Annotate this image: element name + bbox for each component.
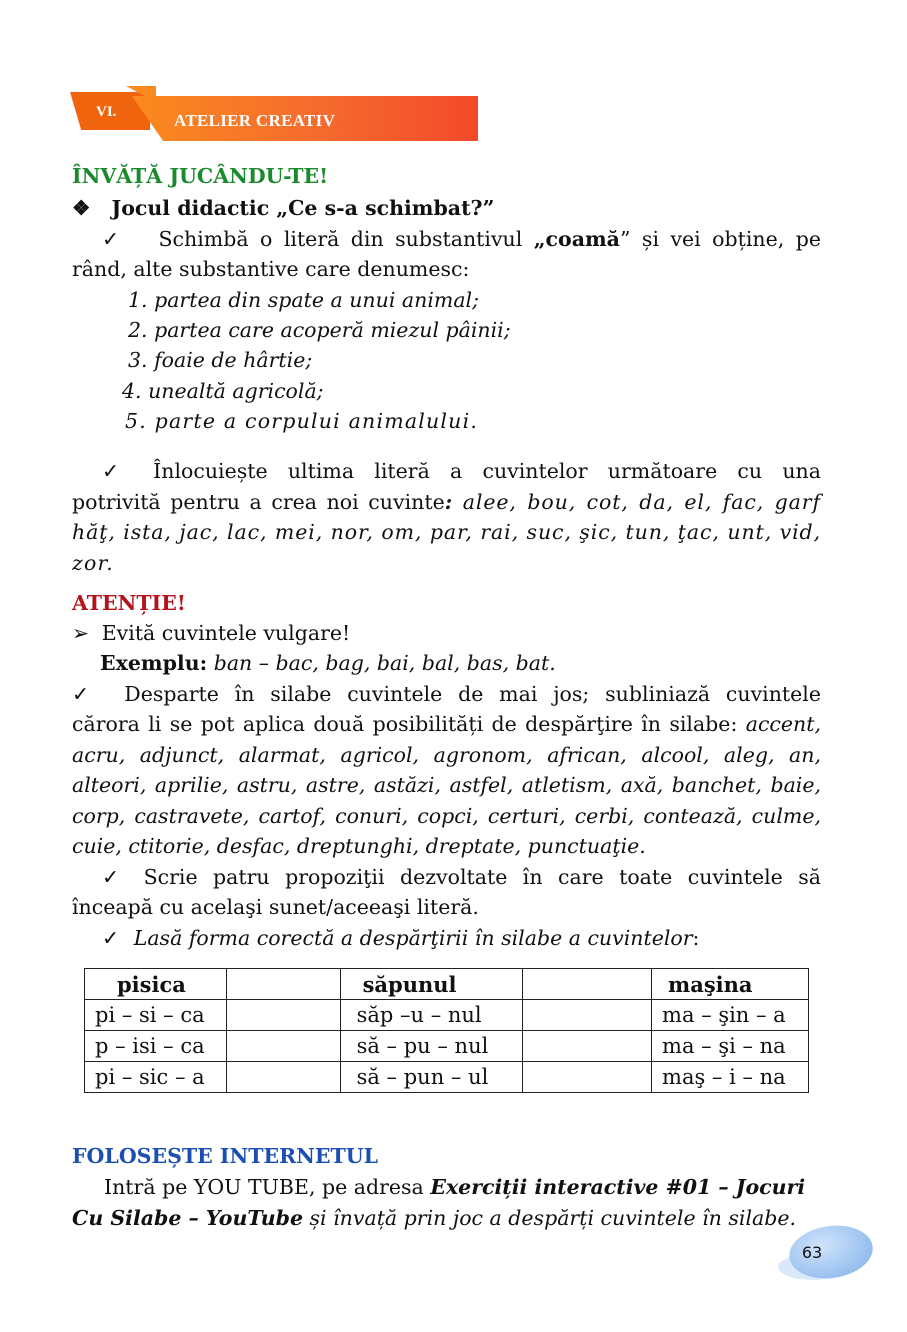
exercise3-word-accent: accent, xyxy=(745,712,821,736)
exercise3-text-pre: cărora li se pot aplica două posibilități de despărţire în silabe: xyxy=(72,712,746,736)
exercise1-line2: rând, alte substantive care denumesc: xyxy=(72,257,470,281)
arrow-bullet-icon: ➢ xyxy=(72,621,90,645)
exercise4-line2: înceapă cu acelaşi sunet/aceeaşi literă. xyxy=(72,895,479,919)
exercise3-line1 xyxy=(72,681,821,707)
table-cell: pi – sic – a xyxy=(85,1062,227,1093)
exercise3-words-4: cuie, ctitorie, desfac, dreptunghi, dreptate, punctuaţie. xyxy=(72,834,646,858)
list-item-2: 2. partea care acoperă miezul pâinii; xyxy=(128,318,511,342)
exercise1-keyword: „coamă xyxy=(533,227,620,251)
exercise1-text-post: ” și vei obține, pe xyxy=(619,227,821,251)
internet-link-part1[interactable]: Exerciții interactive #01 – Jocuri xyxy=(430,1175,806,1199)
table-cell xyxy=(523,1031,652,1062)
section-number: VI. xyxy=(96,104,117,120)
exercise3-line2 xyxy=(72,711,821,737)
table-header-cell: pisica xyxy=(85,969,227,1000)
table-cell xyxy=(226,1000,340,1031)
example-label: Exemplu: xyxy=(100,651,208,675)
exercise5-colon: : xyxy=(692,926,700,950)
checkmark-icon: ✓ xyxy=(102,865,129,889)
table-row xyxy=(85,1031,809,1062)
table-header-row xyxy=(85,969,809,1000)
table-cell: ma – şin – a xyxy=(652,1000,809,1031)
table-header-cell: săpunul xyxy=(340,969,523,1000)
section-title: ATELIER CREATIV xyxy=(174,111,336,130)
syllable-table xyxy=(84,968,809,1093)
exercise2-colon: : xyxy=(444,490,453,514)
internet-line1 xyxy=(104,1174,853,1200)
exercise4-line1 xyxy=(72,864,821,890)
list-item-5: 5. parte a corpului animalului. xyxy=(125,409,479,433)
internet-text-pre: Intră pe YOU TUBE, pe adresa xyxy=(104,1175,431,1199)
page-number: 63 xyxy=(801,1243,823,1262)
game-title-line xyxy=(72,195,821,221)
example-text: ban – bac, bag, bai, bal, bas, bat. xyxy=(207,651,556,675)
exercise2-line3: hăţ, ista, jac, lac, mei, nor, om, par, rai, suc, şic, tun, ţac, unt, vid, xyxy=(72,520,821,544)
table-cell: p – isi – ca xyxy=(85,1031,227,1062)
warning-line xyxy=(72,620,821,646)
exercise3-words-2: alteori, aprilie, astru, astre, astăzi, astfel, atletism, axă, banchet, baie, xyxy=(72,773,821,797)
section-banner xyxy=(70,86,478,142)
internet-link-part2[interactable]: Cu Silabe – YouTube xyxy=(72,1206,304,1230)
exercise2-line2 xyxy=(72,489,821,515)
table-cell: ma – şi – na xyxy=(652,1031,809,1062)
list-item-3: 3. foaie de hârtie; xyxy=(128,348,313,372)
exercise5-text: Lasă forma corectă a despărţirii în silabe a cuvintelor xyxy=(133,926,693,950)
table-cell xyxy=(226,1031,340,1062)
list-item-4: 4. unealtă agricolă; xyxy=(122,379,324,403)
table-cell: săp –u – nul xyxy=(340,1000,523,1031)
list-item-1: 1. partea din spate a unui animal; xyxy=(128,288,480,312)
exercise2-text: Înlocuiește ultima literă a cuvintelor următoare cu una xyxy=(153,459,821,483)
exercise3-text: Desparte în silabe cuvintele de mai jos; subliniază cuvintele xyxy=(124,682,821,706)
diamond-bullet-icon: ❖ xyxy=(72,196,91,220)
table-cell: maş – i – na xyxy=(652,1062,809,1093)
table-row xyxy=(85,1062,809,1093)
heading-invata: ÎNVĂȚĂ JUCÂNDU-TE! xyxy=(72,164,329,188)
table-row xyxy=(85,1000,809,1031)
checkmark-icon: ✓ xyxy=(102,926,120,950)
exercise3-words-3: corp, castravete, cartof, conuri, copci, certuri, cerbi, contează, culme, xyxy=(72,804,821,828)
table-cell xyxy=(523,1000,652,1031)
warning-text: Evită cuvintele vulgare! xyxy=(101,621,351,645)
exercise2-words: alee, bou, cot, da, el, fac, garf xyxy=(452,490,821,514)
internet-line2 xyxy=(72,1205,821,1231)
heading-atentie: ATENȚIE! xyxy=(72,591,186,615)
exercise1-line1 xyxy=(72,226,821,252)
exercise2-line4: zor. xyxy=(72,551,115,575)
internet-text-post: și învață prin joc a despărți cuvintele în silabe. xyxy=(303,1206,797,1230)
table-header-cell xyxy=(523,969,652,1000)
exercise2-line1 xyxy=(72,458,821,484)
table-cell xyxy=(523,1062,652,1093)
table-cell xyxy=(226,1062,340,1093)
checkmark-icon: ✓ xyxy=(102,459,133,483)
table-header-cell: maşina xyxy=(652,969,809,1000)
checkmark-icon: ✓ xyxy=(102,227,125,251)
example-line xyxy=(100,650,849,676)
heading-foloseste-internetul: FOLOSEȘTE INTERNETUL xyxy=(72,1144,379,1168)
checkmark-icon: ✓ xyxy=(72,682,99,706)
table-header-cell xyxy=(226,969,340,1000)
exercise3-words-1: acru, adjunct, alarmat, agricol, agronom, african, alcool, aleg, an, xyxy=(72,743,821,767)
exercise2-intro: potrivită pentru a crea noi cuvinte xyxy=(72,490,445,514)
game-title: Jocul didactic „Ce s-a schimbat?” xyxy=(111,196,495,220)
exercise1-text-pre: Schimbă o literă din substantivul xyxy=(158,227,534,251)
table-cell: să – pun – ul xyxy=(340,1062,523,1093)
exercise5-line xyxy=(72,925,821,951)
table-cell: să – pu – nul xyxy=(340,1031,523,1062)
exercise4-text: Scrie patru propoziţii dezvoltate în care toate cuvintele să xyxy=(143,865,821,889)
table-cell: pi – si – ca xyxy=(85,1000,227,1031)
